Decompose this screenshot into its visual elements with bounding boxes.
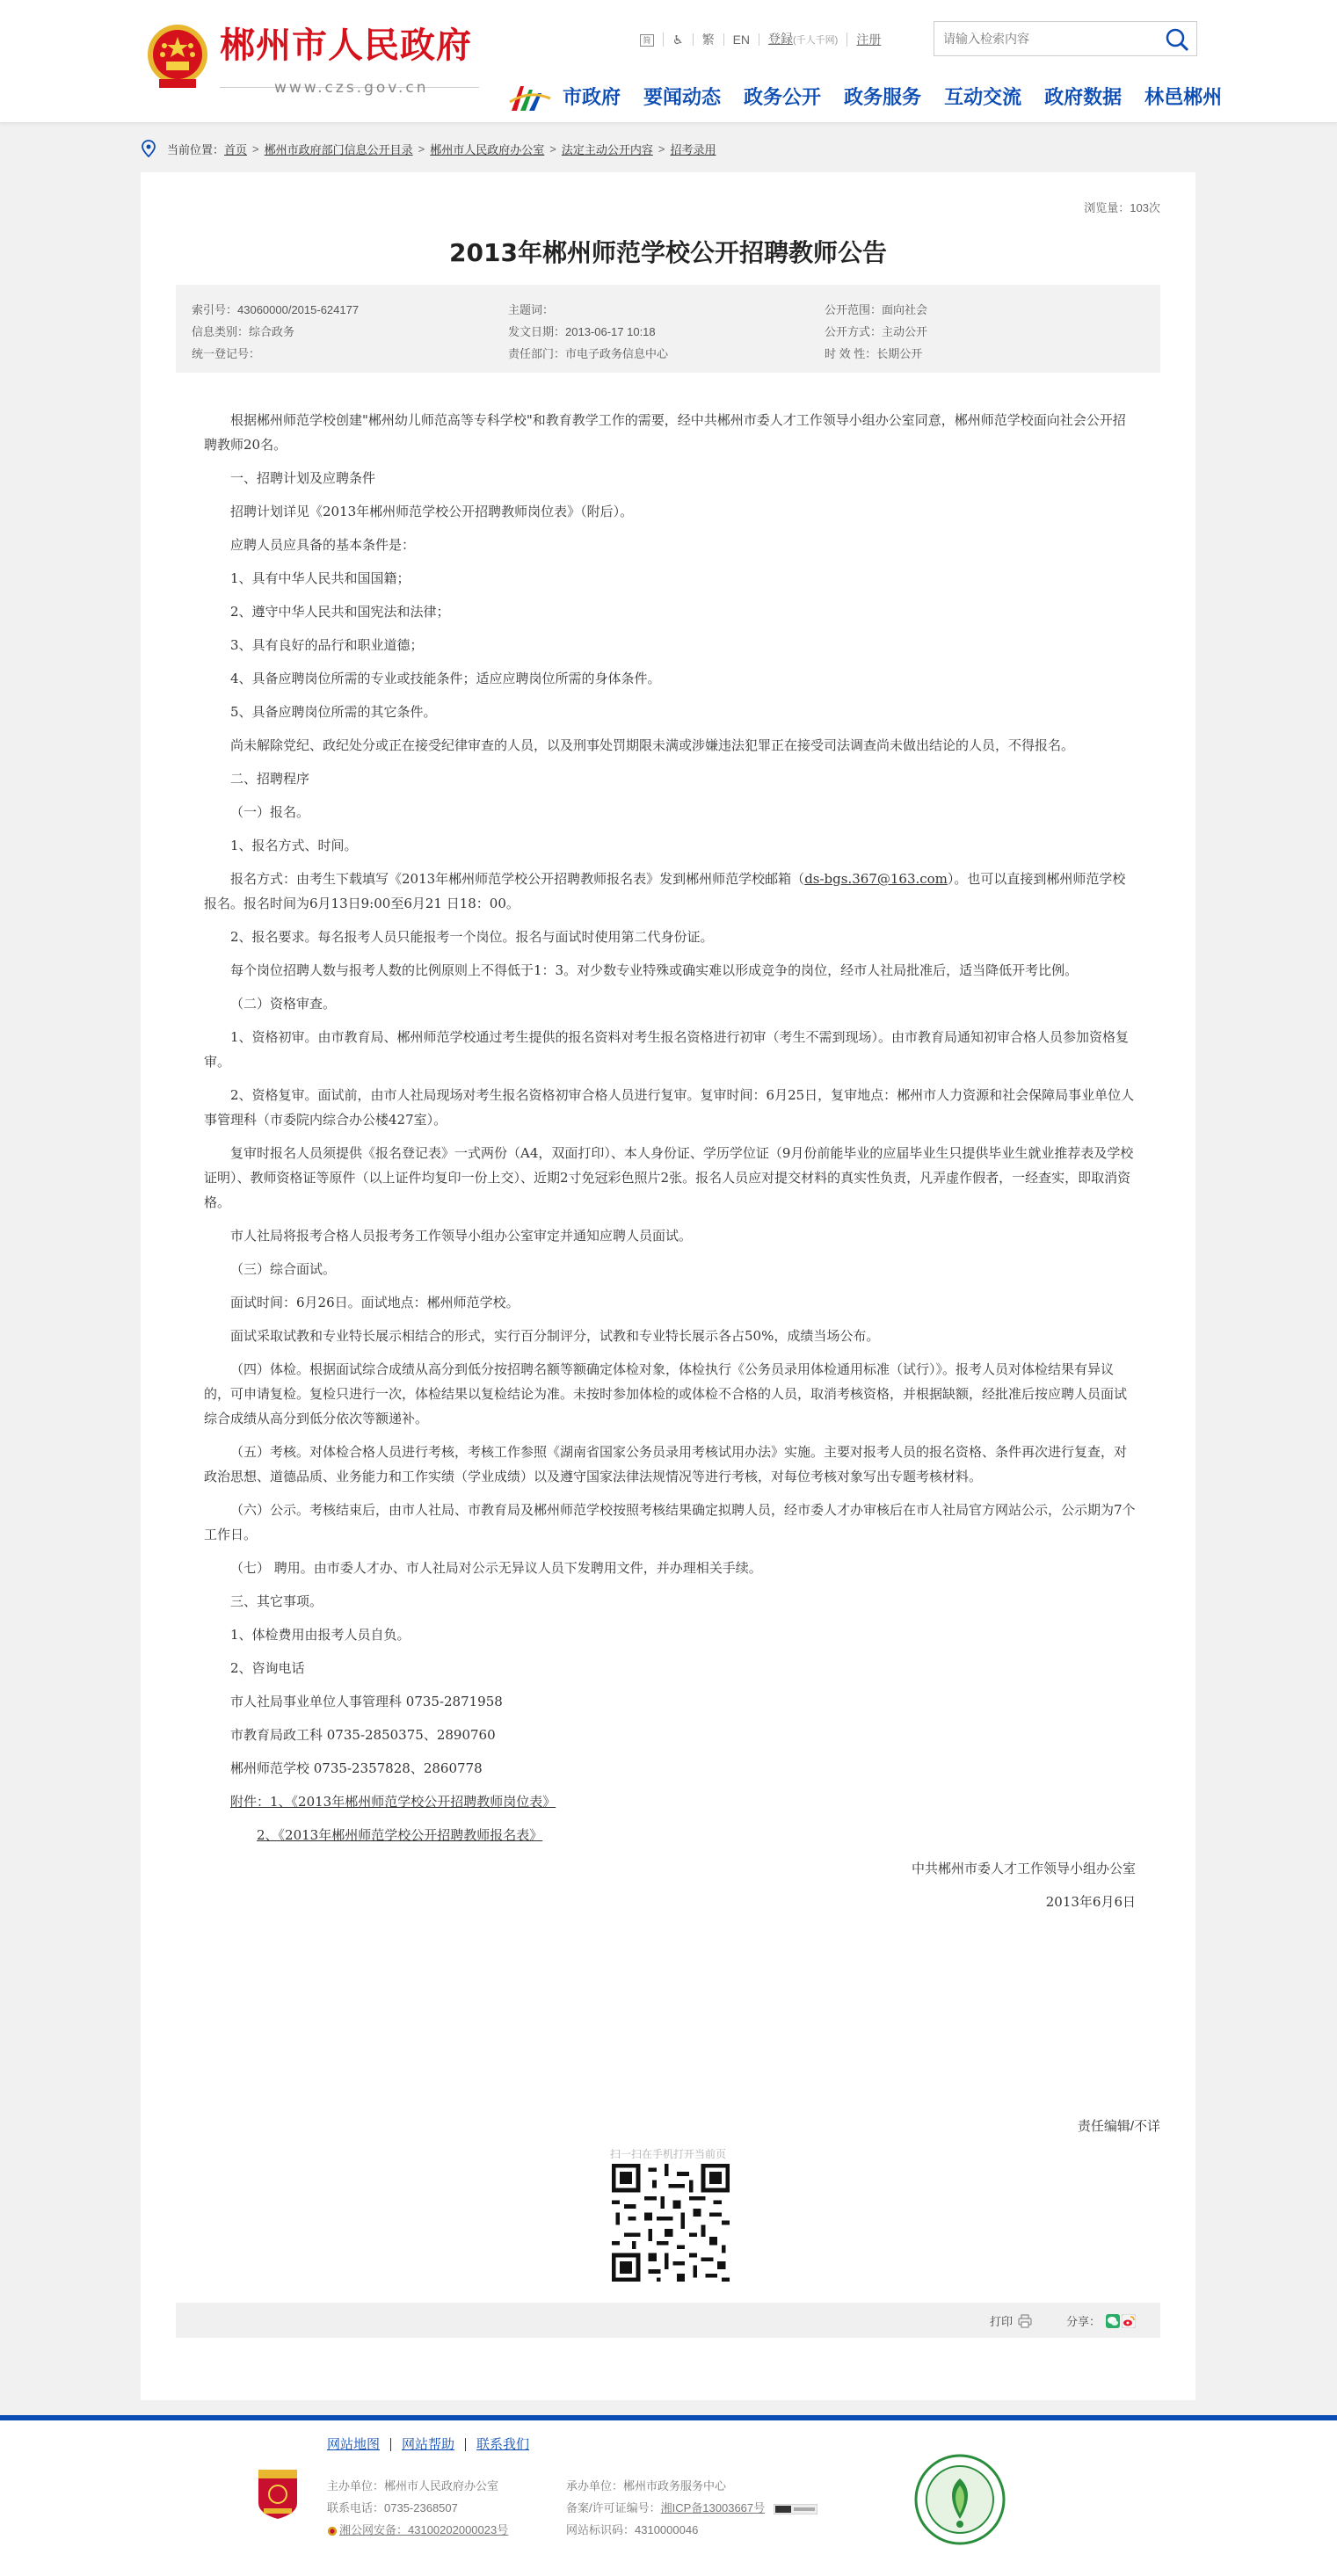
- meta-index-no: 索引号：43060000/2015-624177: [192, 303, 360, 316]
- wechat-share-icon[interactable]: [1106, 2314, 1120, 2328]
- national-emblem-icon: [143, 21, 212, 91]
- paragraph: （六）公示。考核结束后，由市人社局、市教育局及郴州师范学校按照考核结果确定拟聘人员，经市委人才办审核后在市人社局官方网站公示，公示期为7个工作日。: [204, 1502, 1136, 1542]
- printer-icon: [1018, 2314, 1032, 2328]
- nav-item-government-services[interactable]: 政务服务: [844, 86, 922, 108]
- meta-method: 公开方式：主动公开: [825, 325, 928, 338]
- paragraph: 市教育局政工科 0735-2850375、2890760: [230, 1727, 496, 1743]
- paragraph: 尚未解除党纪、政纪处分或正在接受纪律审查的人员，以及刑事处罚期限未满或涉嫌违法犯罪正在接受司法调查尚未做出结论的人员，不得报名。: [230, 737, 1075, 753]
- accessibility-icon[interactable]: ♿: [664, 33, 694, 46]
- footer-info: [327, 2475, 817, 2541]
- police-badge-icon: [327, 2526, 338, 2536]
- article-title: 2013年郴州师范学校公开招聘教师公告: [449, 238, 887, 267]
- paragraph: 2、遵守中华人民共和国宪法和法律；: [230, 604, 450, 620]
- cnnic-badge-icon[interactable]: [774, 2504, 817, 2514]
- paragraph: （五）考核。对体检合格人员进行考核，考核工作参照《湖南省国家公务员录用考核试用办法》实施。主要对报考人员的报名资格、条件再次进行复查，对政治思想、道德品质、业务能力和工作实绩（学业成绩）以及遵守国家法律法规情况等进行考核，对每位考核对象写出专题考核材料。: [204, 1444, 1128, 1484]
- icp-link[interactable]: 湘ICP备13003667号: [660, 2501, 766, 2514]
- meta-date: 发文日期：2013-06-17 10:18: [508, 325, 656, 338]
- footer-site-code: 网站标识码：4310000046: [566, 2523, 699, 2536]
- paragraph: 郴州师范学校 0735-2357828、2860778: [230, 1760, 483, 1776]
- article-meta: [176, 285, 1160, 373]
- paragraph: 5、具备应聘岗位所需的其它条件。: [230, 704, 437, 720]
- party-gov-badge-icon[interactable]: [255, 2466, 301, 2521]
- main-nav: [563, 84, 1222, 111]
- breadcrumb-label: 当前位置：: [167, 142, 225, 156]
- nav-item-linyi-chenzhou[interactable]: 林邑郴州: [1144, 86, 1223, 108]
- meta-department: 责任部门：市电子政务信息中心: [508, 347, 669, 360]
- footer-link-contact[interactable]: 联系我们: [476, 2437, 530, 2452]
- paragraph: 1、资格初审。由市教育局、郴州师范学校通过考生提供的报名资料对考生报名资格进行初审（考生不需到现场）。由市教育局通知初审合格人员参加资格复审。: [204, 1029, 1130, 1070]
- footer-phone: 联系电话：0735-2368507: [327, 2501, 458, 2514]
- meta-row: [192, 343, 1144, 365]
- location-pin-icon: [141, 140, 156, 157]
- nav-item-government-data[interactable]: 政府数据: [1044, 86, 1123, 108]
- paragraph: 3、具有良好的品行和职业道德；: [230, 637, 424, 653]
- qr-label: 扫一扫在手机打开当前页: [609, 2148, 726, 2160]
- qr-code-icon: [612, 2164, 730, 2282]
- login-link[interactable]: 登録(千人千网): [759, 33, 847, 47]
- nav-item-city-government[interactable]: 市政府: [563, 86, 621, 108]
- meta-category: 信息类别：综合政务: [192, 325, 295, 338]
- paragraph: 根据郴州师范学校创建"郴州幼儿师范高等专科学校"和教育教学工作的需要，经中共郴州市委人才工作领导小组办公室同意，郴州师范学校面向社会公开招聘教师20名。: [204, 412, 1126, 453]
- breadcrumb-public-content[interactable]: 法定主动公开内容: [561, 142, 653, 156]
- paragraph: （三）综合面试。: [230, 1261, 337, 1277]
- paragraph: 面试采取试教和专业特长展示相结合的形式，实行百分制评分，试教和专业特长展示各占50%，成绩当场公布。: [230, 1328, 880, 1344]
- meta-scope: 公开范围：面向社会: [825, 303, 928, 316]
- meta-validity: 时 效 性：长期公开: [825, 347, 923, 360]
- paragraph: 二、招聘程序: [230, 771, 310, 787]
- search-input[interactable]: [934, 22, 1154, 55]
- nav-item-interaction[interactable]: 互动交流: [944, 86, 1022, 108]
- nav-logo-icon: [508, 81, 552, 114]
- paragraph: 复审时报名人员须提供《报名登记表》一式两份（A4，双面打印）、本人身份证、学历学位证（9月份前能毕业的应届毕业生只提供毕业生就业推荐表及学校证明）、教师资格证等原件（以上证件均复印一份上交）、近期2寸免冠彩色照片2张。报名人员应对提交材料的真实性负责，凡弄虚作假者，一经查实，即取消资格。: [204, 1145, 1134, 1210]
- footer-organizer: 承办单位：郴州市政务服务中心: [566, 2479, 727, 2493]
- attachment-link-2[interactable]: 2、《2013年郴州师范学校公开招聘教师报名表》: [257, 1827, 543, 1843]
- print-button[interactable]: [990, 2312, 1032, 2329]
- footer-link-sitemap[interactable]: 网站地图: [327, 2438, 391, 2451]
- breadcrumb: 当前位置： 首页 > 郴州市政府部门信息公开目录 > 郴州市人民政府办公室 > 法定主动公开内容 > 招考录用: [141, 139, 716, 158]
- article-container: [141, 172, 1195, 2400]
- meta-registration-no: 统一登记号：: [192, 347, 261, 360]
- site-footer: [0, 2415, 1337, 2576]
- footer-row: [327, 2497, 817, 2519]
- article-toolbar: [176, 2303, 1160, 2338]
- footer-links: [327, 2438, 540, 2451]
- breadcrumb-directory[interactable]: 郴州市政府部门信息公开目录: [264, 142, 413, 156]
- print-label: 打印: [989, 2315, 1013, 2328]
- paragraph: 1、具有中华人民共和国国籍；: [230, 570, 411, 586]
- simplified-chinese-link[interactable]: 简: [631, 33, 664, 47]
- share-label: 分享：: [1065, 2315, 1101, 2328]
- breadcrumb-office[interactable]: 郴州市人民政府办公室: [430, 142, 545, 156]
- signature-date: 2013年6月6日: [1045, 1894, 1136, 1910]
- article-body: [204, 408, 1136, 1923]
- attachment-link-1[interactable]: 附件：1、《2013年郴州师范学校公开招聘教师岗位表》: [230, 1794, 556, 1810]
- meta-row: [192, 321, 1144, 343]
- paragraph: （一）报名。: [230, 804, 310, 820]
- paragraph: 应聘人员应具备的基本条件是：: [230, 537, 416, 553]
- share-area: [1066, 2312, 1136, 2329]
- breadcrumb-recruitment[interactable]: 招考录用: [670, 142, 716, 156]
- paragraph-registration: 报名方式：由考生下载填写《2013年郴州师范学校公开招聘教师报名表》发到郴州师范学校邮箱（ds-bgs.367@163.com）。也可以直接到郴州师范学校报名。报名时间为6月13日9:00至6月21 日18：00。: [204, 871, 1126, 911]
- paragraph: 2、资格复审。面试前，由市人社局现场对考生报名资格初审合格人员进行复审。复审时间：6月25日，复审地点：郴州市人力资源和社会保障局事业单位人事管理科（市委院内综合办公楼427室）。: [204, 1087, 1135, 1128]
- footer-icp-block: 备案/许可证编号：湘ICP备13003667号: [566, 2497, 817, 2519]
- paragraph: 市人社局事业单位人事管理科 0735-2871958: [230, 1694, 503, 1709]
- paragraph: 2、咨询电话: [230, 1660, 305, 1676]
- footer-host: 主办单位：郴州市人民政府办公室: [327, 2479, 499, 2493]
- paragraph: 1、体检费用由报考人员自负。: [230, 1627, 411, 1643]
- nav-item-government-affairs[interactable]: 政务公开: [744, 86, 822, 108]
- civilized-website-badge-icon[interactable]: [914, 2454, 1006, 2545]
- paragraph: 4、具备应聘岗位所需的专业或技能条件；适应应聘岗位所需的身体条件。: [230, 671, 661, 686]
- police-link[interactable]: 湘公网安备：43100202000023号: [339, 2523, 509, 2536]
- register-link[interactable]: 注册: [856, 33, 882, 47]
- view-count: 浏览量：103次: [1084, 201, 1160, 214]
- footer-police-block: [327, 2519, 566, 2541]
- footer-row: [327, 2519, 817, 2541]
- site-url: www.czs.gov.cn: [274, 79, 429, 97]
- meta-keywords: 主题词：: [508, 303, 555, 316]
- traditional-chinese-link[interactable]: 繁: [694, 33, 724, 46]
- footer-link-help[interactable]: 网站帮助: [391, 2438, 466, 2451]
- responsible-editor: 责任编辑/不详: [1077, 2119, 1160, 2134]
- breadcrumb-home[interactable]: 首页: [224, 142, 248, 156]
- paragraph: （二）资格审查。: [230, 996, 337, 1012]
- search-icon[interactable]: [1165, 27, 1189, 52]
- footer-row: [327, 2475, 817, 2497]
- top-links: [631, 30, 890, 49]
- paragraph: （七） 聘用。由市委人才办、市人社局对公示无异议人员下发聘用文件，并办理相关手续。: [230, 1560, 762, 1576]
- paragraph: 三、其它事项。: [230, 1593, 323, 1609]
- search-box: [934, 21, 1197, 56]
- paragraph: 每个岗位招聘人数与报考人数的比例原则上不得低于1：3。对少数专业特殊或确实难以形成竞争的岗位，经市人社局批准后，适当降低开考比例。: [230, 962, 1079, 978]
- meta-row: [192, 299, 1144, 321]
- paragraph: 2、报名要求。每名报考人员只能报考一个岗位。报名与面试时使用第二代身份证。: [230, 929, 714, 945]
- paragraph: 招聘计划详见《2013年郴州师范学校公开招聘教师岗位表》（附后）。: [230, 504, 634, 519]
- site-title[interactable]: 郴州市人民政府: [220, 25, 472, 66]
- weibo-share-icon[interactable]: [1122, 2314, 1136, 2328]
- signature-org: 中共郴州市委人才工作领导小组办公室: [911, 1861, 1136, 1876]
- paragraph: （四）体检。根据面试综合成绩从高分到低分按招聘名额等额确定体检对象，体检执行《公务员录用体检通用标准（试行）》。报考人员对体检结果有异议的，可申请复检。复检只进行一次，体检结果以复检结论为准。未按时参加体检的或体检不合格的人员，取消考核资格，并根据缺额，经批准后按应聘人员面试综合成绩从高分到低分依次等额递补。: [204, 1361, 1128, 1426]
- english-link[interactable]: EN: [724, 33, 759, 46]
- paragraph: 面试时间：6月26日。面试地点：郴州师范学校。: [230, 1295, 520, 1310]
- nav-item-news[interactable]: 要闻动态: [643, 86, 722, 108]
- site-header: [0, 0, 1337, 123]
- paragraph: 1、报名方式、时间。: [230, 838, 358, 853]
- paragraph: 一、招聘计划及应聘条件: [230, 470, 376, 486]
- email-link[interactable]: ds-bgs.367@163.com: [804, 871, 948, 887]
- paragraph: 市人社局将报考合格人员报考务工作领导小组办公室审定并通知应聘人员面试。: [230, 1228, 693, 1244]
